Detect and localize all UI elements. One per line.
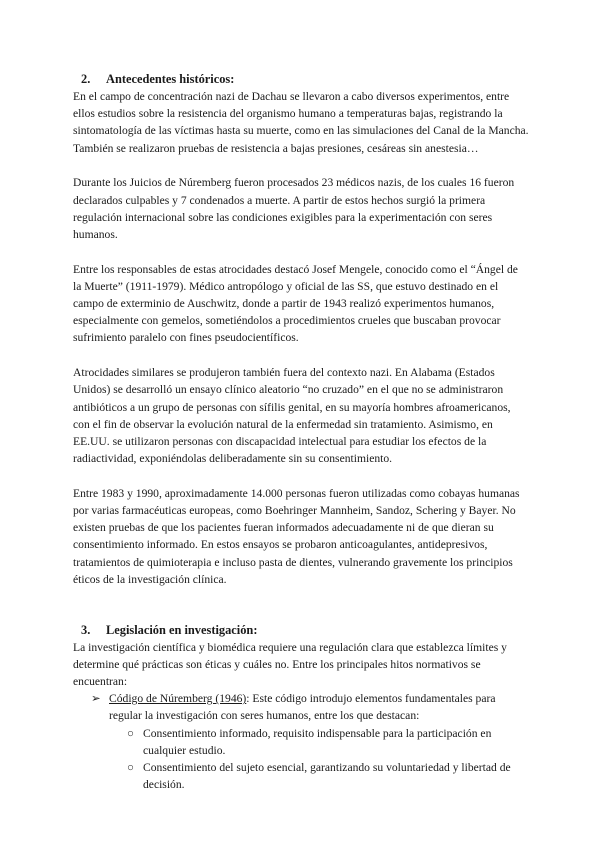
document-page <box>73 71 529 793</box>
milestones-list <box>73 690 529 793</box>
section-number: 3. <box>81 622 91 637</box>
list-item <box>127 759 529 793</box>
circle-bullet-icon: ○ <box>127 761 135 774</box>
paragraph-alabama: Atrocidades similares se produjeron también fuera del contexto nazi. En Alabama (Estados Unidos) se desarrolló un ensayo clínico aleatorio “no cruzado” en el que no se administraron antibióticos a un grupo de personas con sífilis genital, en su mayoría hombres afroamericanos, con el fin de observar la evolución natural de la enfermedad sin tratamiento. Asimismo, en EE.UU. se utilizaron personas con discapacidad intelectual para estudiar los efectos de la radiactividad, exponiéndolas deliberadamente sin su consentimiento. <box>73 366 511 466</box>
paragraph-dachau: En el campo de concentración nazi de Dachau se llevaron a cabo diversos experimentos, entre ellos estudios sobre la resistencia del organismo humano a temperaturas bajas, registrando la sintomatología de las víctimas hasta su muerte, como en las simulaciones del Canal de la Mancha. También se realizaron pruebas de resistencia a bajas presiones, cesáreas sin anestesia… <box>73 90 529 155</box>
section-heading-legislacion <box>73 622 529 639</box>
list-item-text: : Este código introdujo elementos fundamentales para regular la investigación con seres humanos, entre los que destacan: <box>109 692 496 723</box>
section-heading-antecedentes <box>73 71 529 88</box>
circle-bullet-icon: ○ <box>127 726 135 740</box>
list-item <box>127 725 529 759</box>
arrow-bullet-icon: ➢ <box>91 692 101 706</box>
section-title: Legislación en investigación: <box>106 622 258 637</box>
list-item-text: Consentimiento del sujeto esencial, garantizando su voluntariedad y libertad de decisión. <box>143 761 511 792</box>
nuremberg-code-link: Código de Núremberg (1946) <box>109 692 247 706</box>
paragraph-pharma-trials: Entre 1983 y 1990, aproximadamente 14.000 personas fueron utilizadas como cobayas humanas por varias farmacéuticas europeas, como Boehringer Mannheim, Sandoz, Schering y Bayer. No existen pruebas de que los pacientes fueran informados adecuadamente ni de que dieran su consentimiento informado. En estos ensayos se probaron anticoagulantes, antidepresivos, tratamientos de quimioterapia e incluso pasta de dientes, vulnerando gravemente los principios éticos de la investigación clínica. <box>73 486 520 586</box>
list-item-text: Consentimiento informado, requisito indispensable para la participación en cualquier estudio. <box>143 726 492 757</box>
section-title: Antecedentes históricos: <box>106 72 235 86</box>
list-item <box>91 690 529 793</box>
paragraph-nuremberg-trials: Durante los Juicios de Núremberg fueron procesados 23 médicos nazis, de los cuales 16 fueron declarados culpables y 7 condenados a muerte. A partir de estos hechos surgió la primera regulación internacional sobre las condiciones exigibles para la experimentación con seres humanos. <box>73 176 515 241</box>
sub-list <box>91 725 529 794</box>
section-number: 2. <box>81 72 91 86</box>
paragraph-mengele: Entre los responsables de estas atrocidades destacó Josef Mengele, conocido como el “Ángel de la Muerte” (1911-1979). Médico antropólogo y oficial de las SS, que estuvo destinado en el campo de exterminio de Auschwitz, donde a partir de 1943 realizó experimentos humanos, especialmente con gemelos, sometiéndolos a procedimientos crueles que buscaban provocar sufrimiento paralelo con fines pseudocientíficos. <box>73 262 518 345</box>
paragraph-legislacion-intro: La investigación científica y biomédica requiere una regulación clara que establezca límites y determine qué prácticas son éticas y cuáles no. Entre los principales hitos normativos se encuentran: <box>73 640 507 688</box>
